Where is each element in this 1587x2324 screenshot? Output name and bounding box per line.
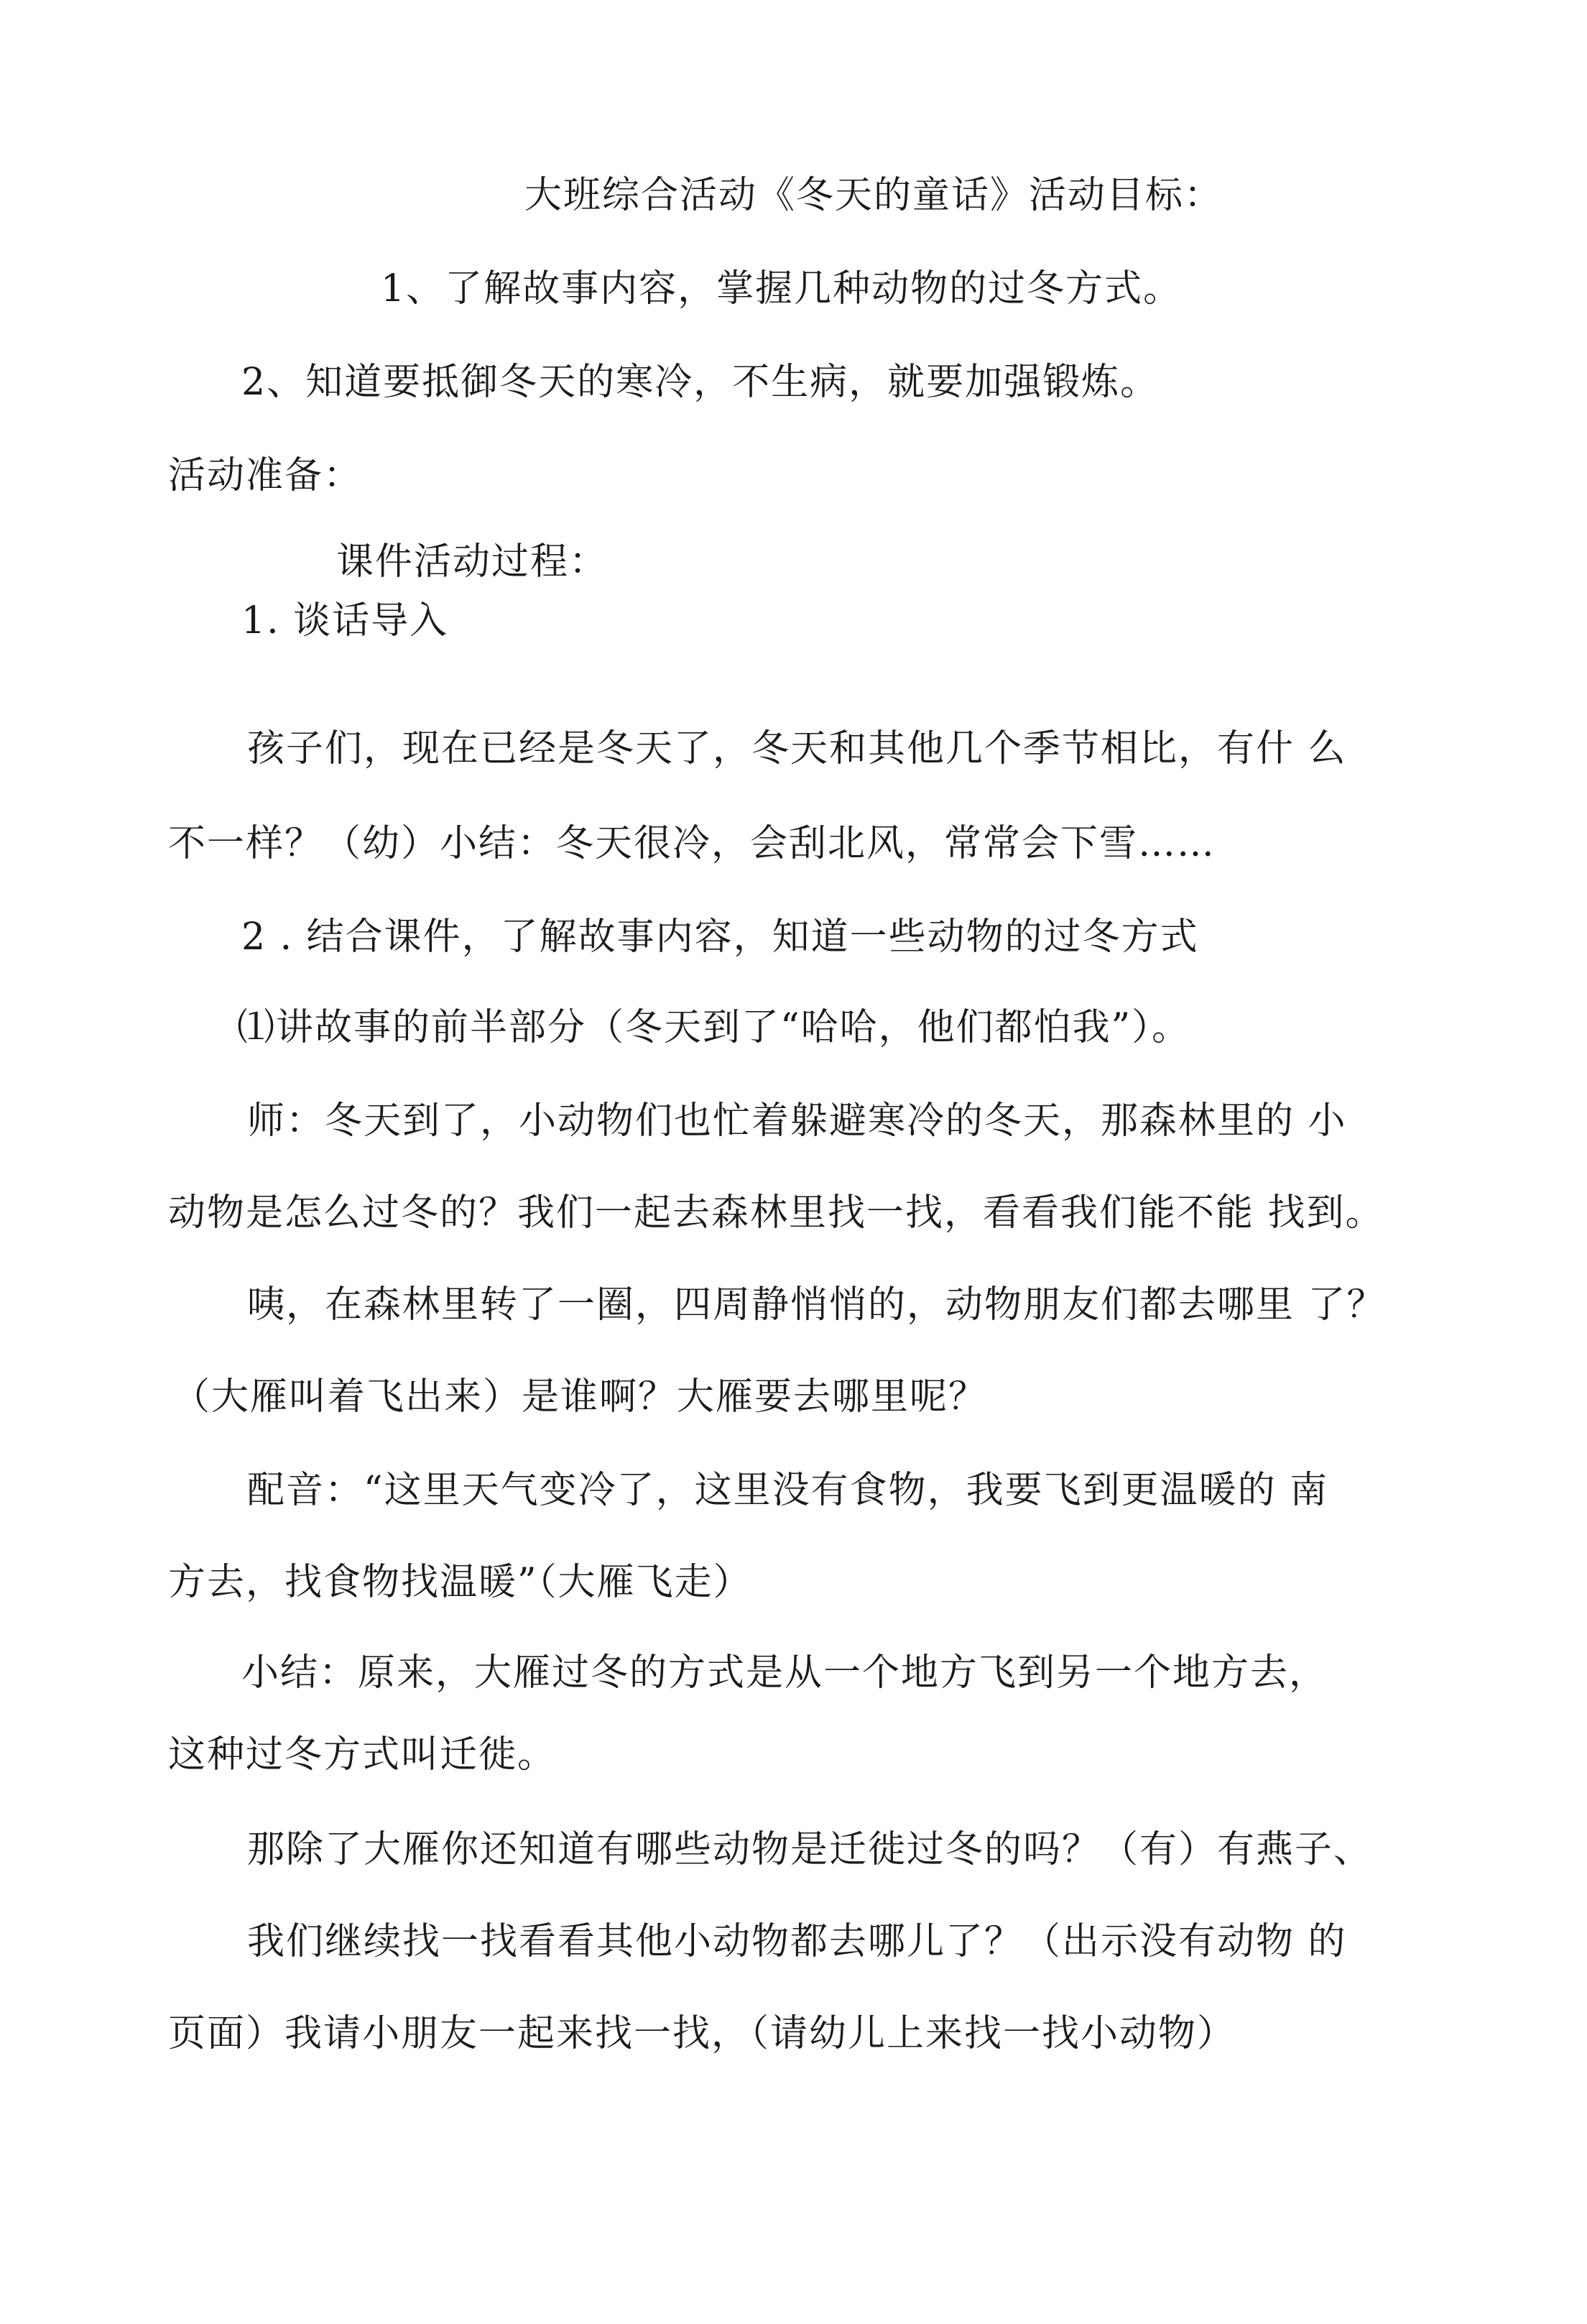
- paragraph-7-line-1: 我们继续找一找看看其他小动物都去哪儿了？（出示没有动物 的: [247, 1920, 1347, 1963]
- paragraph-7-line-2: 页面）我请小朋友一起来找一找，（请幼儿上来找一找小动物）: [168, 2012, 1236, 2055]
- paragraph-4-line-1: 配音：“这里天气变冷了，这里没有食物，我要飞到更温暖的 南: [247, 1469, 1329, 1512]
- paragraph-3-line-2: （大雁叫着飞出来）是谁啊？大雁要去哪里呢？: [172, 1375, 988, 1419]
- step-1-heading: 1. 谈话导入: [241, 599, 449, 642]
- paragraph-5-line-2: 这种过冬方式叫迁徙。: [168, 1733, 557, 1776]
- paragraph-2-line-2: 动物是怎么过冬的？我们一起去森林里找一找，看看我们能不能 找到。: [168, 1191, 1384, 1235]
- paragraph-4-line-2: 方去，找食物找温暖”（大雁飞走）: [168, 1561, 752, 1604]
- goal-item-1: 1、了解故事内容，掌握几种动物的过冬方式。: [381, 267, 1183, 310]
- paragraph-3-line-1: 咦，在森林里转了一圈，四周静悄悄的，动物朋友们都去哪里 了？: [247, 1283, 1386, 1327]
- document-title: 大班综合活动《冬天的童话》活动目标：: [524, 174, 1223, 217]
- paragraph-1-line-1: 孩子们，现在已经是冬天了，冬天和其他几个季节相比，有什 么: [247, 727, 1347, 770]
- paragraph-2-line-1: 师：冬天到了，小动物们也忙着躲避寒冷的冬天，那森林里的 小: [247, 1099, 1347, 1143]
- process-heading: 课件活动过程：: [336, 540, 609, 584]
- step-2-heading: 2 . 结合课件，了解故事内容，知道一些动物的过冬方式: [241, 916, 1199, 959]
- paragraph-5-line-1: 小结：原来，大雁过冬的方式是从一个地方飞到另一个地方去，: [241, 1651, 1328, 1694]
- goal-item-2: 2、知道要抵御冬天的寒冷，不生病，就要加强锻炼。: [241, 361, 1160, 404]
- paragraph-6-line-1: 那除了大雁你还知道有哪些动物是迁徙过冬的吗？（有）有燕子、: [247, 1828, 1373, 1871]
- preparation-heading: 活动准备：: [168, 454, 363, 497]
- paragraph-1-line-2: 不一样？（幼）小结：冬天很冷，会刮北风，常常会下雪……: [168, 822, 1216, 865]
- step-2-sub-1: ⑴讲故事的前半部分（冬天到了“哈哈，他们都怕我”）。: [237, 1006, 1191, 1049]
